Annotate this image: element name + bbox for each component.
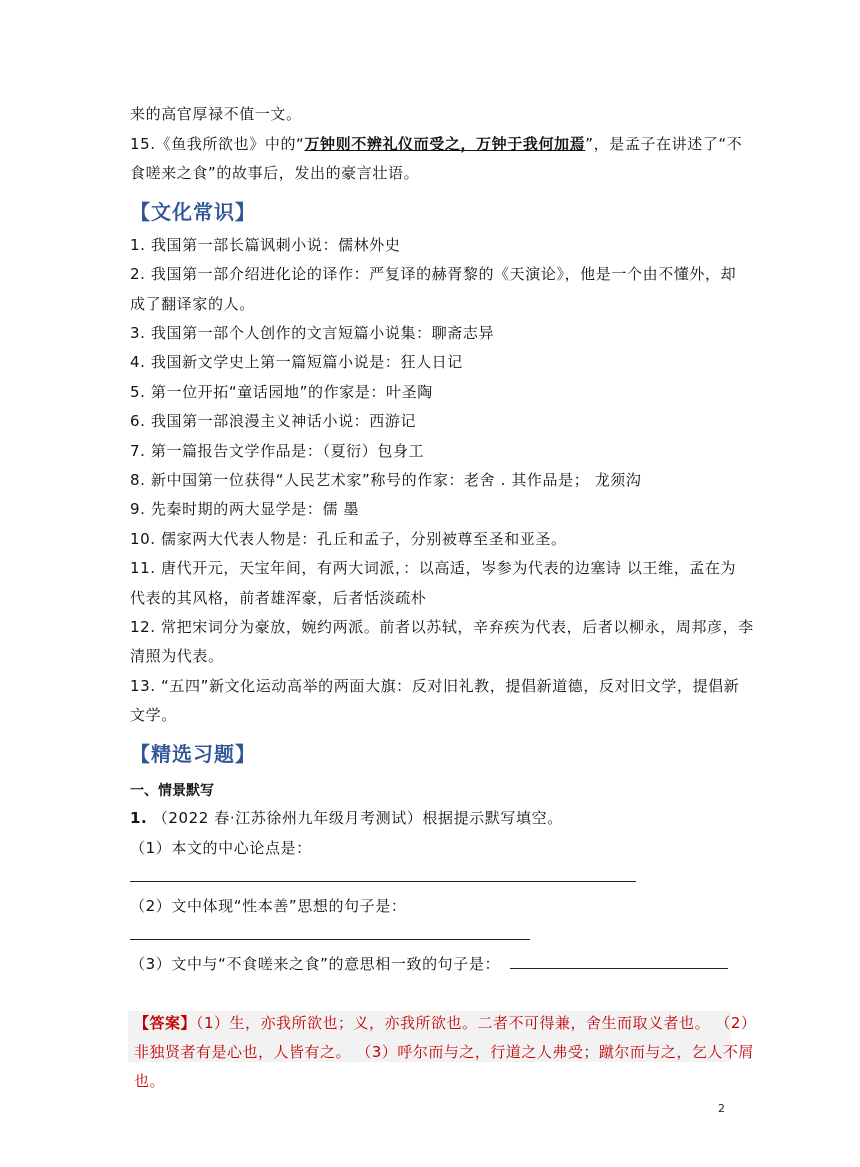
answer-label: 【答案】	[134, 1014, 197, 1032]
culture-line: 清照为代表。	[130, 647, 224, 665]
intro-line: 来的高官厚禄不值一文。	[130, 105, 302, 123]
culture-line: 代表的其风格，前者雄浑豪，后者恬淡疏朴	[130, 589, 427, 607]
culture-line: 6. 我国第一部浪漫主义神话小说：西游记	[130, 412, 417, 430]
question-text: （2022 春·江苏徐州九年级月考测试）根据提示默写填空。	[152, 809, 563, 827]
culture-line: 13. “五四”新文化运动高举的两面大旗：反对旧礼教，提倡新道德，反对旧文学，提倡新	[130, 677, 740, 695]
culture-heading: 【文化常识】	[130, 200, 256, 224]
sub-question-1: （1）本文的中心论点是：	[130, 839, 312, 857]
item-15-line-2: 食嗟来之食”的故事后，发出的豪言壮语。	[130, 164, 420, 182]
culture-line: 9. 先秦时期的两大显学是：儒 墨	[130, 500, 360, 518]
sub-question-2: （2）文中体现“性本善”思想的句子是：	[130, 897, 407, 915]
answer-line: 也。	[134, 1072, 166, 1090]
answer-line: 非独贤者有是心也，人皆有之。 （3）呼尔而与之，行道之人弗受；蹴尔而与之，乞人不屑	[134, 1043, 754, 1061]
culture-line: 2. 我国第一部介绍进化论的译作：严复译的赫胥黎的《天演论》，他是一个由不懂外，却	[130, 265, 737, 283]
question-number: 1.	[130, 809, 148, 827]
culture-line: 1. 我国第一部长篇讽刺小说：儒林外史	[130, 236, 401, 254]
culture-line: 5. 第一位开拓“童话园地”的作家是：叶圣陶	[130, 383, 433, 401]
answer-text: （1）生，亦我所欲也；义，亦我所欲也。二者不可得兼，舍生而取义者也。 （2）	[196, 1014, 757, 1032]
culture-line: 7. 第一篇报告文学作品是：（夏衍）包身工	[130, 442, 425, 460]
exercises-heading: 【精选习题】	[130, 742, 256, 766]
culture-line: 8. 新中国第一位获得“人民艺术家”称号的作家：老舍 . 其作品是； 龙须沟	[130, 471, 642, 489]
sub-question-3	[130, 954, 730, 974]
answer-blank-3[interactable]	[510, 954, 728, 969]
culture-line: 10. 儒家两大代表人物是：孔丘和孟子，分别被尊至圣和亚圣。	[130, 530, 567, 548]
item-15-suffix: ”，是孟子在讲述了“不	[585, 135, 743, 153]
culture-line: 成了翻译家的人。	[130, 295, 255, 313]
item-15-emphasis: 万钟则不辨礼仪而受之，万钟于我何加焉	[304, 135, 586, 153]
item-15-prefix: 15.《鱼我所欲也》中的“	[130, 135, 305, 153]
culture-line: 4. 我国新文学史上第一篇短篇小说是：狂人日记	[130, 353, 463, 371]
culture-line: 文学。	[130, 706, 177, 724]
section-heading: 一、情景默写	[130, 783, 214, 799]
culture-line: 11. 唐代开元，天宝年间，有两大词派，：以高适，岑参为代表的边塞诗 以王维，孟在为	[130, 559, 737, 577]
answer-blank-2[interactable]	[130, 939, 530, 940]
page-number: 2	[718, 1102, 725, 1115]
sub-question-3-text: （3）文中与“不食嗟来之食”的意思相一致的句子是：	[130, 955, 501, 973]
culture-line: 12. 常把宋词分为豪放，婉约两派。前者以苏轼，辛弃疾为代表，后者以柳永，周邦彦，李	[130, 618, 754, 636]
question-1	[130, 808, 730, 828]
answer-blank-1[interactable]	[130, 881, 636, 882]
answer-line	[134, 1013, 756, 1033]
item-15-line	[130, 134, 743, 154]
culture-line: 3. 我国第一部个人创作的文言短篇小说集：聊斋志异	[130, 324, 495, 342]
